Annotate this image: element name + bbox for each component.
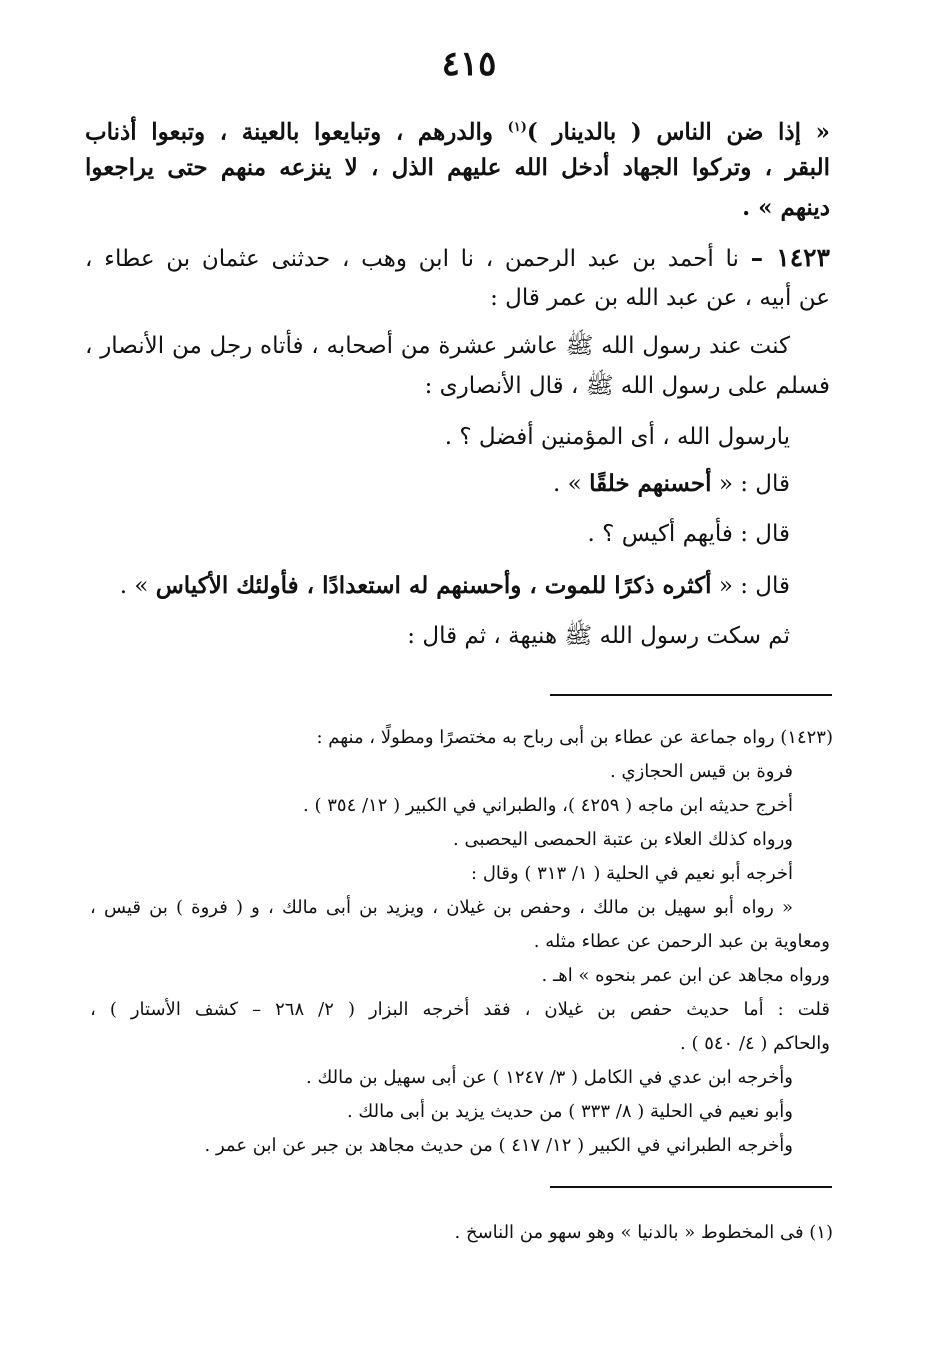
hadith-line-2: البقر ، وتركوا الجهاد أدخل الله عليهم الذل ، لا ينزعه منهم حتى يراجعوا	[85, 154, 830, 181]
dialogue-line-5: ثم سكت رسول الله ﷺ هنيهة ، ثم قال :	[407, 623, 790, 649]
narrative-line-2: فسلم على رسول الله ﷺ ، قال الأنصارى :	[424, 373, 830, 399]
dialogue-line-4: قال : « أكثره ذكرًا للموت ، وأحسنهم له استعدادًا ، فأولئك الأكياس » .	[119, 572, 790, 599]
narrative-line-1: كنت عند رسول الله ﷺ عاشر عشرة من أصحابه ، فأتاه رجل من الأنصار ،	[85, 333, 790, 359]
hadith-number: ١٤٢٣ –	[750, 243, 830, 272]
hadith-line-1: « إذا ضن الناس ( بالدينار )$^{(١)}$ والدرهم ، وتبايعوا بالعينة ، وتبعوا أذناب	[85, 118, 830, 146]
dialogue-line-3: قال : فأيهم أكيس ؟ .	[587, 521, 790, 547]
isnad-line-1: ١٤٢٣ – نا أحمد بن عبد الرحمن ، نا ابن وهب ، حدثنى عثمان بن عطاء ،	[85, 243, 830, 272]
takhrij-line-9: قلت : أما حديث حفص بن غيلان ، فقد أخرجه البزار ( ٢/ ٢٦٨ – كشف الأستار ) ،	[90, 999, 830, 1020]
footnote-ref[interactable]: (١)	[507, 120, 527, 135]
takhrij-line-4: ورواه كذلك العلاء بن عتبة الحمصى اليحصبى .	[453, 829, 793, 850]
dialogue-line-1: يارسول الله ، أى المؤمنين أفضل ؟ .	[444, 424, 790, 450]
takhrij-line-8: ورواه مجاهد عن ابن عمر بنحوه » اهـ .	[541, 965, 830, 986]
takhrij-line-6: « رواه أبو سهيل بن مالك ، وحفص بن غيلان ، ويزيد بن أبى مالك ، و ( فروة ) بن قيس ،	[90, 897, 793, 918]
footnote-separator-1	[550, 694, 832, 696]
takhrij-line-13: وأخرجه الطبراني في الكبير ( ١٢/ ٤١٧ ) من حديث مجاهد بن جبر عن ابن عمر .	[204, 1135, 793, 1156]
takhrij-line-2: فروة بن قيس الحجازي .	[610, 761, 793, 782]
isnad-line-2: عن أبيه ، عن عبد الله بن عمر قال :	[490, 285, 830, 311]
page-number: ٤١٥	[441, 44, 497, 84]
footnote-separator-2	[550, 1186, 832, 1188]
footnote-1: (١) فى المخطوط « بالدنيا » وهو سهو من الناسخ .	[454, 1222, 833, 1243]
takhrij-line-10: والحاكم ( ٤/ ٥٤٠ ) .	[680, 1033, 830, 1054]
dialogue-line-2: قال : « أحسنهم خلقًا » .	[553, 470, 790, 497]
takhrij-line-11: وأخرجه ابن عدي في الكامل ( ٣/ ١٢٤٧ ) عن أبى سهيل بن مالك .	[306, 1067, 793, 1088]
takhrij-line-1: (١٤٢٣) رواه جماعة عن عطاء بن أبى رباح به مختصرًا ومطولًا ، منهم :	[316, 727, 833, 748]
takhrij-line-7: ومعاوية بن عبد الرحمن عن عطاء مثله .	[533, 931, 830, 952]
hadith-line-3: دينهم » .	[742, 194, 830, 221]
takhrij-line-12: وأبو نعيم في الحلية ( ٨/ ٣٣٣ ) من حديث يزيد بن أبى مالك .	[346, 1101, 793, 1122]
takhrij-line-3: أخرج حديثه ابن ماجه ( ٤٢٥٩ )، والطبراني في الكبير ( ١٢/ ٣٥٤ ) .	[303, 795, 793, 816]
takhrij-line-5: أخرجه أبو نعيم في الحلية ( ١/ ٣١٣ ) وقال :	[471, 863, 793, 884]
